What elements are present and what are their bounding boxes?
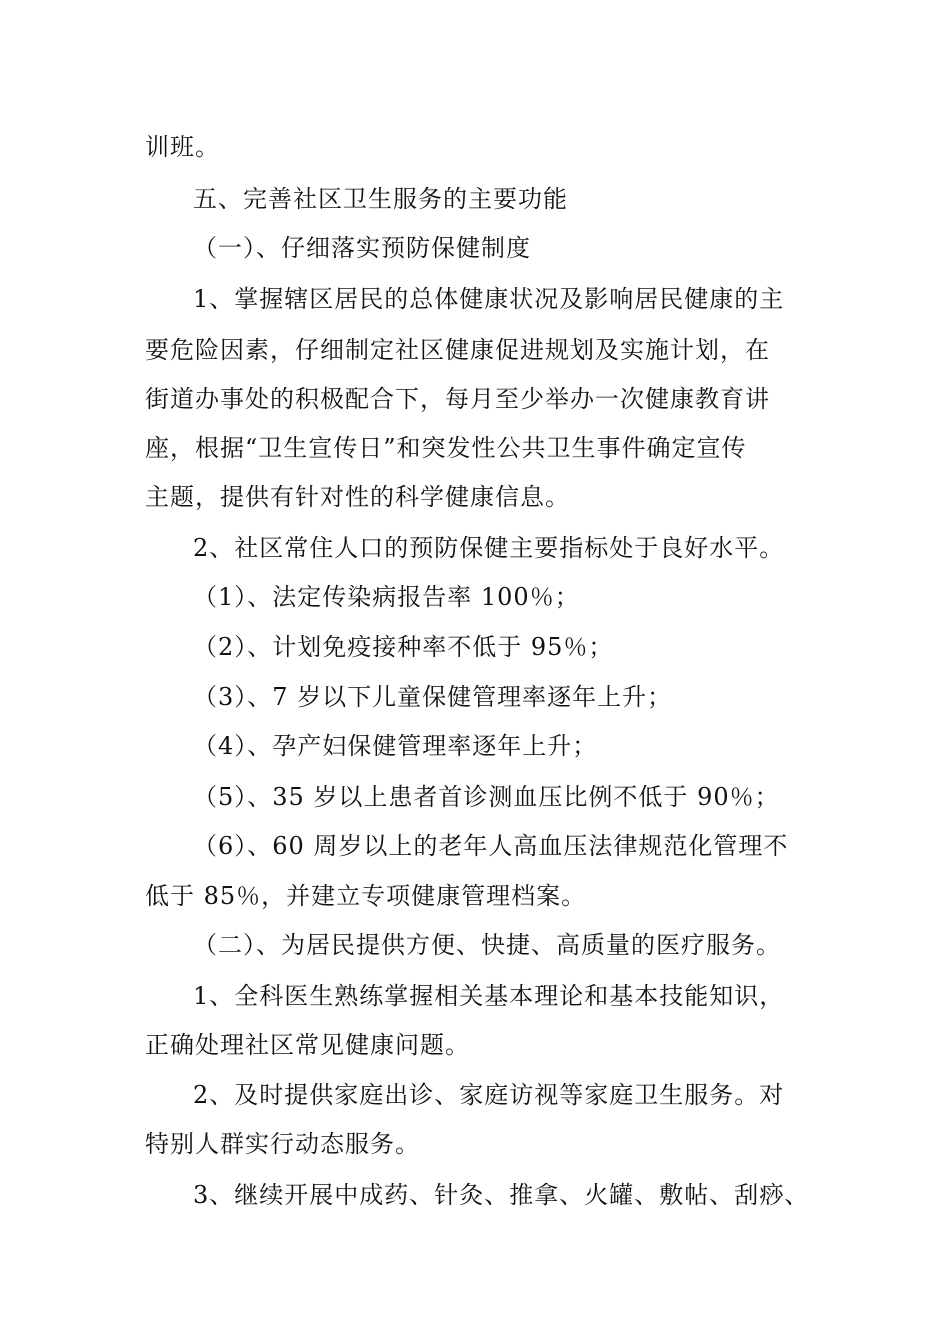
- text-line: 主题，提供有针对性的科学健康信息。: [145, 483, 570, 511]
- subsection-heading: （二）、为居民提供方便、快捷、高质量的医疗服务。: [193, 931, 781, 959]
- section-heading: 五、完善社区卫生服务的主要功能: [193, 185, 568, 213]
- text-line: 低于 85％，并建立专项健康管理档案。: [145, 882, 587, 910]
- text-line: 1、全科医生熟练掌握相关基本理论和基本技能知识，: [193, 982, 785, 1010]
- text-line: 2、及时提供家庭出诊、家庭访视等家庭卫生服务。对: [193, 1081, 785, 1109]
- text-line: 要危险因素，仔细制定社区健康促进规划及实施计划，在: [145, 336, 770, 364]
- text-line: 3、继续开展中成药、针灸、推拿、火罐、敷帖、刮痧、: [193, 1181, 810, 1209]
- text-line: 街道办事处的积极配合下，每月至少举办一次健康教育讲: [145, 385, 770, 413]
- list-item: （2）、计划免疫接种率不低于 95％；: [193, 633, 614, 661]
- list-item: （4）、孕产妇保健管理率逐年上升；: [193, 732, 598, 760]
- text-line: 训班。: [145, 133, 220, 161]
- text-line: 2、社区常住人口的预防保健主要指标处于良好水平。: [193, 534, 785, 562]
- text-line: 特别人群实行动态服务。: [145, 1130, 420, 1158]
- text-line: 座，根据“卫生宣传日”和突发性公共卫生事件确定宣传: [145, 434, 747, 462]
- list-item: （6）、60 周岁以上的老年人高血压法律规范化管理不: [193, 832, 789, 860]
- subsection-heading: （一）、仔细落实预防保健制度: [193, 234, 531, 262]
- text-line: 1、掌握辖区居民的总体健康状况及影响居民健康的主: [193, 285, 785, 313]
- list-item: （1）、法定传染病报告率 100％；: [193, 583, 580, 611]
- text-line: 正确处理社区常见健康问题。: [145, 1031, 470, 1059]
- list-item: （5）、35 岁以上患者首诊测血压比例不低于 90％；: [193, 783, 780, 811]
- list-item: （3）、7 岁以下儿童保健管理率逐年上升；: [193, 683, 673, 711]
